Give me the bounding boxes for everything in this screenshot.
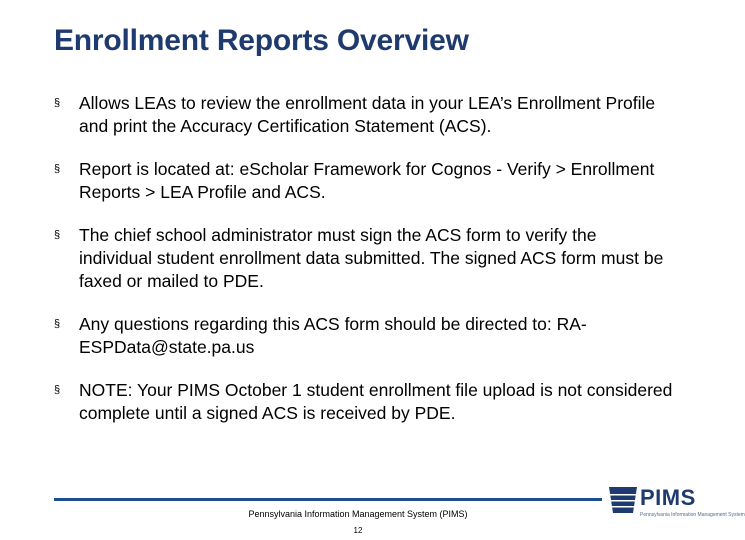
footer-text: Pennsylvania Information Management System (PIMS) <box>248 509 468 519</box>
pims-logo <box>607 485 745 527</box>
bullet-marker: § <box>54 229 61 241</box>
bullet-item <box>54 92 674 138</box>
page-number: 12 <box>353 526 363 535</box>
footer-divider <box>54 498 602 501</box>
bullet-item <box>54 224 674 293</box>
bullet-item <box>54 313 674 359</box>
bullet-text: Allows LEAs to review the enrollment data in your LEA’s Enrollment Profile and print the Accuracy Certification Statement (ACS). <box>79 93 656 136</box>
bullet-text: NOTE: Your PIMS October 1 student enrollment file upload is not considered complete until a signed ACS is received by PDE. <box>79 380 673 423</box>
bullet-text: Report is located at: eScholar Framework for Cognos - Verify > Enrollment Reports > LEA Profile and ACS. <box>79 159 655 202</box>
slide-title: Enrollment Reports Overview <box>54 24 469 57</box>
bullet-marker: § <box>54 163 61 175</box>
bullet-list <box>54 92 674 445</box>
bullet-marker: § <box>54 384 61 396</box>
logo-text: PIMS <box>640 485 696 510</box>
logo-tagline: Pennsylvania Information Management System <box>640 512 745 518</box>
bullet-item <box>54 158 674 204</box>
keystone-icon <box>607 485 639 515</box>
bullet-item <box>54 379 674 425</box>
bullet-marker: § <box>54 97 61 109</box>
bullet-text: The chief school administrator must sign the ACS form to verify the individual student enrollment data submitted. The signed ACS form must be faxed or mailed to PDE. <box>79 225 664 291</box>
bullet-marker: § <box>54 318 61 330</box>
bullet-text: Any questions regarding this ACS form should be directed to: RA-ESPData@state.pa.us <box>79 314 587 357</box>
